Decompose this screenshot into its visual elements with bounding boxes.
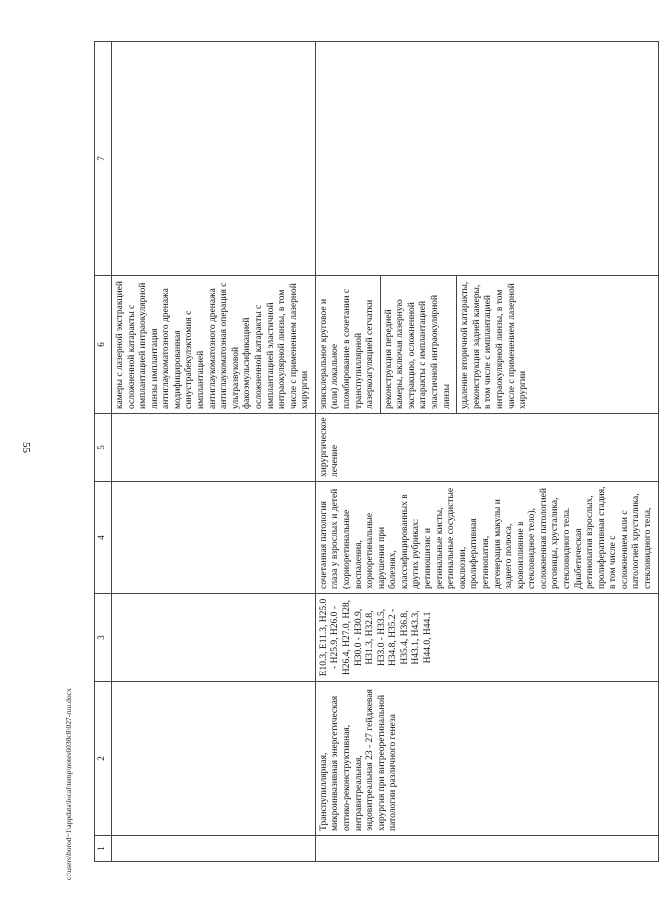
column-number-row [95, 42, 112, 862]
footer-file-path: c:\users\borod~1\appdata\local\temp\notes6030c8\027-ruu.docx [64, 688, 73, 880]
treatment-type-cell: хирургическое лечение [315, 414, 658, 482]
treatment-methods-cell [315, 276, 658, 414]
table-cell-empty [112, 414, 316, 482]
table-row [112, 42, 316, 862]
table-cell-empty [112, 42, 316, 276]
treatment-description-cell: камеры с лазерной экстракцией осложненной катаракты с имплантацией интраокулярной линзы имплантация антиглаукоматозного дренажа модифицированная синустрабекулэктомия с имплантацией антиглаукоматозного дренажа антиглаукоматозная операция с ультразвуковой факоэмульсификацией осложненной катаракты с имплантацией эластичной интраокулярной линзы, в том числе с применением лазерной хирургии [112, 276, 316, 414]
table-cell-empty [112, 836, 316, 862]
treatment-method: эписклеральное круговое и (или) локальное пломбирование в сочетании с транспупиллярной лазеркоагуляцией сетчатки [316, 276, 381, 413]
column-number: 1 [95, 836, 112, 862]
medical-care-table [94, 41, 659, 862]
icd-codes-cell: E10.3, E11.3, H25.0 - H25.9, H26.0 - H26.4, H27.0, H28, H30.0 - H30.9, H31.3, H32.8, H33.0 - H33.5, H34.8, H35.2 - H35.4, H36.8, H43.1, H43.3, H44.0, H44.1 [315, 594, 658, 682]
table-cell-empty [112, 682, 316, 836]
column-number: 7 [95, 42, 112, 276]
table-cell-empty [112, 482, 316, 594]
table-row [315, 42, 658, 862]
table-cell-empty [315, 836, 658, 862]
method-name-cell: Транспупиллярная, микроинвазивная энергетическая оптико-реконструктивная, интравитреальная, эндовитреальная 23 - 27 гейджевая хирургия при витреоретинальной патологии различного генеза [315, 682, 658, 836]
page-number: 55 [20, 442, 32, 453]
column-number: 5 [95, 414, 112, 482]
column-number: 2 [95, 682, 112, 836]
column-number: 6 [95, 276, 112, 414]
cost-cell [315, 42, 658, 276]
column-number: 4 [95, 482, 112, 594]
patient-model-cell: сочетанная патология глаза у взрослых и детей (хориоретинальные воспаления, хориоретинальные нарушения при болезнях, классифицированных в других рубриках: ретиношизис и ретинальные кисты, ретинальные сосудистые окклюзии, пролиферативная ретинопатия, дегенерация макулы и заднего полюса, кровоизлияние в стекловидное тело), осложненная патологией роговицы, хрусталика, стекловидного тела. Диабетическая ретинопатия взрослых, пролиферативная стадия, в том числе с осложнением или с патологией хрусталика, стекловидного тела, [315, 482, 658, 594]
column-number: 3 [95, 594, 112, 682]
treatment-method: удаление вторичной катаракты, реконструкция задней камеры, в том числе с имплантацией интраокулярной линзы, в том числе с применением лазерной хирургии [460, 281, 529, 409]
treatment-method: реконструкция передней камеры, включая лазерную экстракцию, осложненной катаракты с имплантацией эластичной интраокулярной линзы [381, 276, 457, 413]
medical-care-table-wrapper [94, 42, 654, 862]
table-cell-empty [112, 594, 316, 682]
